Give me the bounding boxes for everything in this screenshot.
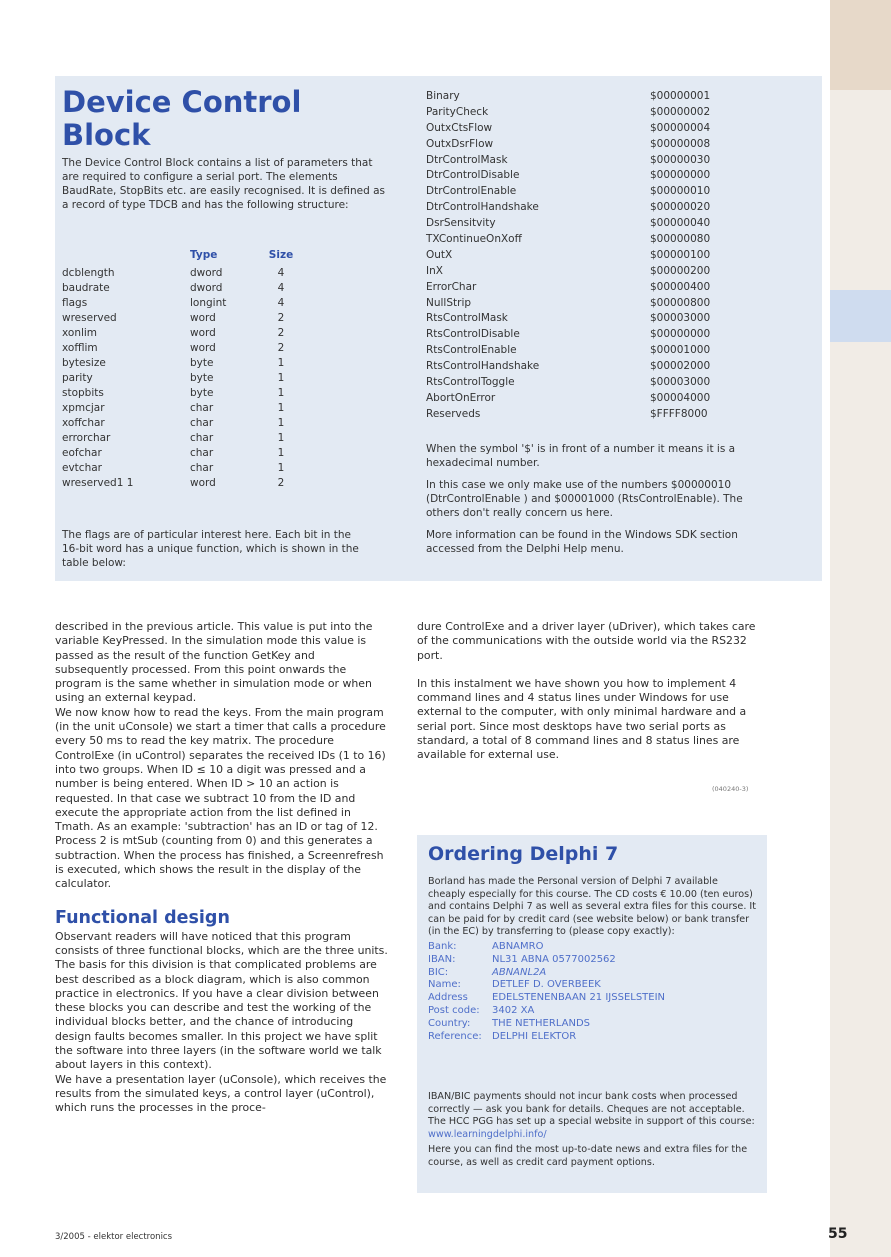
flag-name: RtsControlHandshake — [426, 360, 540, 373]
flag-name: DtrControlHandshake — [426, 201, 539, 214]
table-row — [62, 326, 302, 341]
flag-value: $00000100 — [650, 248, 711, 261]
flag-name: RtsControlMask — [426, 312, 508, 325]
bank-value: DETLEF D. OVERBEEK — [492, 979, 601, 991]
flag-value: $00000030 — [650, 153, 711, 166]
field-type: char — [190, 417, 214, 429]
flag-value: $00000002 — [650, 105, 711, 118]
bank-label: Address — [428, 992, 468, 1004]
field-name: xoffchar — [62, 417, 105, 429]
field-size: 4 — [277, 267, 285, 279]
table-row — [62, 386, 302, 401]
panel-title: Device Control Block — [62, 85, 302, 152]
margin-tan-block — [830, 0, 891, 90]
table-row — [62, 356, 302, 371]
field-name: xonlim — [62, 327, 98, 339]
field-name: evtchar — [62, 462, 102, 474]
bit-row — [426, 184, 766, 200]
field-type: char — [190, 462, 214, 474]
ordering-paragraph — [428, 1091, 758, 1141]
field-type: word — [190, 312, 216, 324]
bit-row — [426, 375, 766, 391]
field-name: wreserved1 1 — [62, 477, 134, 489]
flag-name: AbortOnError — [426, 391, 496, 404]
flag-name: RtsControlEnable — [426, 344, 517, 357]
field-size: 1 — [277, 462, 285, 474]
field-type: word — [190, 342, 216, 354]
article-left-column — [55, 620, 390, 1116]
bank-value: DELPHI ELEKTOR — [492, 1030, 577, 1042]
bank-label: BIC: — [428, 966, 449, 978]
table-row — [62, 431, 302, 446]
article-paragraph: dure ControlExe and a driver layer (uDriver), which takes care of the communications with the outside world via the RS232 port. — [417, 620, 756, 662]
flag-value: $00000000 — [650, 169, 711, 182]
bank-row — [428, 979, 758, 992]
bit-row — [426, 216, 766, 232]
field-size: 2 — [277, 327, 285, 339]
table-row — [62, 266, 302, 281]
field-name: flags — [62, 297, 88, 309]
bank-value: 3402 XA — [492, 1004, 535, 1016]
field-size: 1 — [277, 357, 285, 369]
bit-row — [426, 296, 766, 312]
flag-name: RtsControlDisable — [426, 328, 520, 341]
field-type: dword — [190, 267, 223, 279]
bit-row — [426, 264, 766, 280]
bank-label: Reference: — [428, 1030, 482, 1042]
ordering-title: Ordering Delphi 7 — [428, 843, 619, 865]
flag-name: OutxCtsFlow — [426, 121, 493, 134]
bit-row — [426, 327, 766, 343]
footer-issue: 3/2005 - elektor electronics — [55, 1232, 173, 1242]
flag-name: Reserveds — [426, 407, 481, 420]
ordering-text: Borland has made the Personal version of Delphi 7 available cheaply especially for this course. The CD costs € 10.00 (ten euros) and contains Delphi 7 as well as several extra files for this course. It can be paid for by credit card (see website below) or bank transfer (in the EC) by transferring to (please copy exactly): — [428, 876, 757, 937]
flag-value: $00003000 — [650, 376, 711, 389]
field-type: byte — [190, 357, 214, 369]
dcb-structure-table — [62, 248, 302, 491]
flag-value: $00000040 — [650, 217, 711, 230]
bit-row — [426, 280, 766, 296]
field-name: xofflim — [62, 342, 98, 354]
section-heading: Functional design — [55, 907, 230, 928]
bit-row — [426, 89, 766, 105]
flag-name: InX — [426, 264, 443, 277]
table-row — [62, 296, 302, 311]
article-paragraph: described in the previous article. This value is put into the variable KeyPressed. In the simulation mode this value is passed as the result of the function GetKey and subsequently processed. From this point onwards the program is the same whether in simulation mode or when using an external keypad. — [55, 620, 373, 705]
field-type: char — [190, 402, 214, 414]
article-paragraph: We have a presentation layer (uConsole), which receives the results from the simulated keys, a control layer (uControl), which runs the processes in the proce- — [55, 1072, 387, 1115]
bit-row — [426, 359, 766, 375]
flag-value: $00000001 — [650, 90, 711, 102]
header-name — [62, 248, 190, 266]
table-row — [62, 401, 302, 416]
flag-value: $FFFF8000 — [650, 407, 708, 420]
bit-row — [426, 153, 766, 169]
field-size: 2 — [277, 477, 285, 489]
field-size: 1 — [277, 447, 285, 459]
flag-value: $00000004 — [650, 121, 711, 134]
bank-value: ABNAMRO — [492, 941, 544, 952]
flag-name: ErrorChar — [426, 280, 477, 293]
flag-value: $00000008 — [650, 137, 711, 150]
flag-name: OutxDsrFlow — [426, 137, 494, 150]
table-row — [62, 476, 302, 491]
flag-name: DtrControlDisable — [426, 169, 520, 182]
header-type: Type — [190, 249, 218, 261]
bank-label: Bank: — [428, 941, 457, 952]
flag-name: OutX — [426, 248, 453, 261]
bank-label: Country: — [428, 1017, 471, 1029]
bit-row — [426, 407, 766, 423]
bank-row — [428, 954, 758, 967]
article-paragraph: In this instalment we have shown you how to implement 4 command lines and 4 status lines under Windows for use external to the computer, with only minimal hardware and a serial port. Since most desktops have two serial ports as standard, a total of 8 command lines and 8 status lines are available for external use. — [417, 676, 747, 762]
bit-row — [426, 105, 766, 121]
flag-value: $00000400 — [650, 280, 711, 293]
flag-value: $00002000 — [650, 360, 711, 373]
bank-row — [428, 992, 758, 1005]
bank-label: IBAN: — [428, 953, 456, 965]
flag-name: DsrSensitvity — [426, 217, 496, 230]
bank-row — [428, 1005, 758, 1018]
bit-row — [426, 391, 766, 407]
flag-name: TXContinueOnXoff — [426, 233, 522, 246]
field-name: dcblength — [62, 267, 115, 279]
flag-name: NullStrip — [426, 296, 472, 309]
ordering-paragraph: Here you can find the most up-to-date news and extra files for the course, as well as credit card payment options. — [428, 1144, 748, 1168]
field-size: 4 — [277, 297, 285, 309]
table-header — [62, 248, 302, 266]
article-code: (040240-3) — [712, 785, 749, 793]
ordering-note: IBAN/BIC payments should not incur bank costs when processed correctly — ask you bank for details. Cheques are not acceptable. The HCC PGG has set up a special website in support of this course: — [428, 1091, 755, 1127]
flag-value: $00003000 — [650, 312, 711, 325]
article-paragraph: We now know how to read the keys. From the main program (in the unit uConsole) we start a timer that calls a procedure every 50 ms to read the key matrix. The procedure ControlExe (in uControl) separates the received IDs (1 to 16) into two groups. When ID ≤ 10 a digit was pressed and a number is being entered. When ID > 10 an action is requested. In that case we subtract 10 from the ID and execute the appropriate action from the list defined in Tmath. As an example: 'subtraction' has an ID or tag of 12. Process 2 is mtSub (counting from 0) and this generates a subtraction. When the process has finished, a Screenrefresh is executed, which shows the result in the display of the calculator. — [55, 705, 386, 891]
table-row — [62, 416, 302, 431]
field-type: dword — [190, 282, 223, 294]
bank-details — [428, 941, 758, 1043]
ordering-payment-info — [428, 1091, 758, 1172]
flag-name: DtrControlMask — [426, 153, 508, 166]
field-name: errorchar — [62, 432, 111, 444]
bit-row — [426, 248, 766, 264]
field-size: 2 — [277, 342, 285, 354]
field-name: parity — [62, 372, 93, 384]
field-size: 1 — [277, 432, 285, 444]
bit-row — [426, 168, 766, 184]
bit-row — [426, 121, 766, 137]
field-name: xpmcjar — [62, 402, 105, 414]
flag-value: $00000010 — [650, 185, 711, 198]
field-type: char — [190, 432, 214, 444]
article-right-column — [417, 620, 762, 777]
margin-blue-tab — [830, 290, 891, 342]
flags-bit-table — [426, 89, 766, 423]
panel-intro: The Device Control Block contains a list of parameters that are required to configure a serial port. The elements BaudRate, StopBits etc. are easily recognised. It is defined as a record of type TDCB and has the following structure: — [62, 157, 386, 211]
page-number: 55 — [828, 1226, 848, 1242]
field-name: stopbits — [62, 387, 104, 399]
field-type: word — [190, 477, 216, 489]
header-size: Size — [268, 249, 294, 261]
bank-value: EDELSTENENBAAN 21 IJSSELSTEIN — [492, 992, 666, 1004]
field-name: eofchar — [62, 447, 102, 459]
bank-row — [428, 967, 758, 980]
note-usage: In this case we only make use of the numbers $00000010 (DtrControlEnable ) and $00001000 (RtsControlEnable). The others don't really concern us here. — [426, 479, 743, 519]
field-name: baudrate — [62, 282, 110, 294]
field-size: 4 — [277, 282, 285, 294]
field-size: 1 — [277, 417, 285, 429]
table-row — [62, 281, 302, 296]
right-margin-strip — [830, 0, 891, 1257]
field-size: 1 — [277, 372, 285, 384]
flag-value: $00001000 — [650, 344, 711, 357]
field-name: bytesize — [62, 357, 106, 369]
flag-name: ParityCheck — [426, 105, 489, 118]
flag-value: $00000200 — [650, 264, 711, 277]
flag-name: RtsControlToggle — [426, 376, 515, 389]
bit-row — [426, 200, 766, 216]
note-hex: When the symbol '$' is in front of a number it means it is a hexadecimal number. — [426, 443, 736, 469]
bit-row — [426, 137, 766, 153]
bank-value: NL31 ABNA 0577002562 — [492, 953, 616, 965]
table-row — [62, 341, 302, 356]
article-paragraph: Observant readers will have noticed that this program consists of three functional blocks, which are the three units. The basis for this division is that complicated problems are best described as a block diagram, which is also common practice in electronics. If you have a clear division between these blocks you can describe and test the working of the individual blocks better, and the chance of introducing design faults becomes smaller. In this project we have split the software into three layers (in the software world we talk about layers in this context). — [55, 929, 388, 1072]
bank-value: ABNANL2A — [492, 966, 547, 978]
flag-name: Binary — [426, 90, 460, 102]
bit-row — [426, 232, 766, 248]
field-type: longint — [190, 297, 227, 309]
bank-value: THE NETHERLANDS — [492, 1017, 590, 1029]
bank-label: Name: — [428, 979, 461, 991]
flag-value: $00000000 — [650, 328, 711, 341]
field-type: char — [190, 447, 214, 459]
field-size: 1 — [277, 387, 285, 399]
table-row — [62, 446, 302, 461]
panel-notes — [426, 442, 756, 564]
bank-label: Post code: — [428, 1004, 480, 1016]
flag-value: $00000020 — [650, 201, 711, 214]
field-size: 2 — [277, 312, 285, 324]
bank-row — [428, 941, 758, 954]
flag-value: $00000800 — [650, 296, 711, 309]
note-more-info: More information can be found in the Windows SDK section accessed from the Delphi Help menu. — [426, 529, 738, 555]
flags-intro: The flags are of particular interest here. Each bit in the 16-bit word has a unique function, which is shown in the table below: — [62, 529, 359, 569]
website-link[interactable]: www.learningdelphi.info/ — [428, 1128, 547, 1140]
field-type: byte — [190, 387, 214, 399]
field-name: wreserved — [62, 312, 117, 324]
bank-row — [428, 1018, 758, 1031]
bit-row — [426, 343, 766, 359]
field-size: 1 — [277, 402, 285, 414]
table-row — [62, 311, 302, 326]
bit-row — [426, 311, 766, 327]
table-row — [62, 371, 302, 386]
field-type: word — [190, 327, 216, 339]
flag-value: $00004000 — [650, 391, 711, 404]
field-type: byte — [190, 372, 214, 384]
table-row — [62, 461, 302, 476]
flag-name: DtrControlEnable — [426, 185, 517, 198]
bank-row — [428, 1031, 758, 1044]
flag-value: $00000080 — [650, 233, 711, 246]
